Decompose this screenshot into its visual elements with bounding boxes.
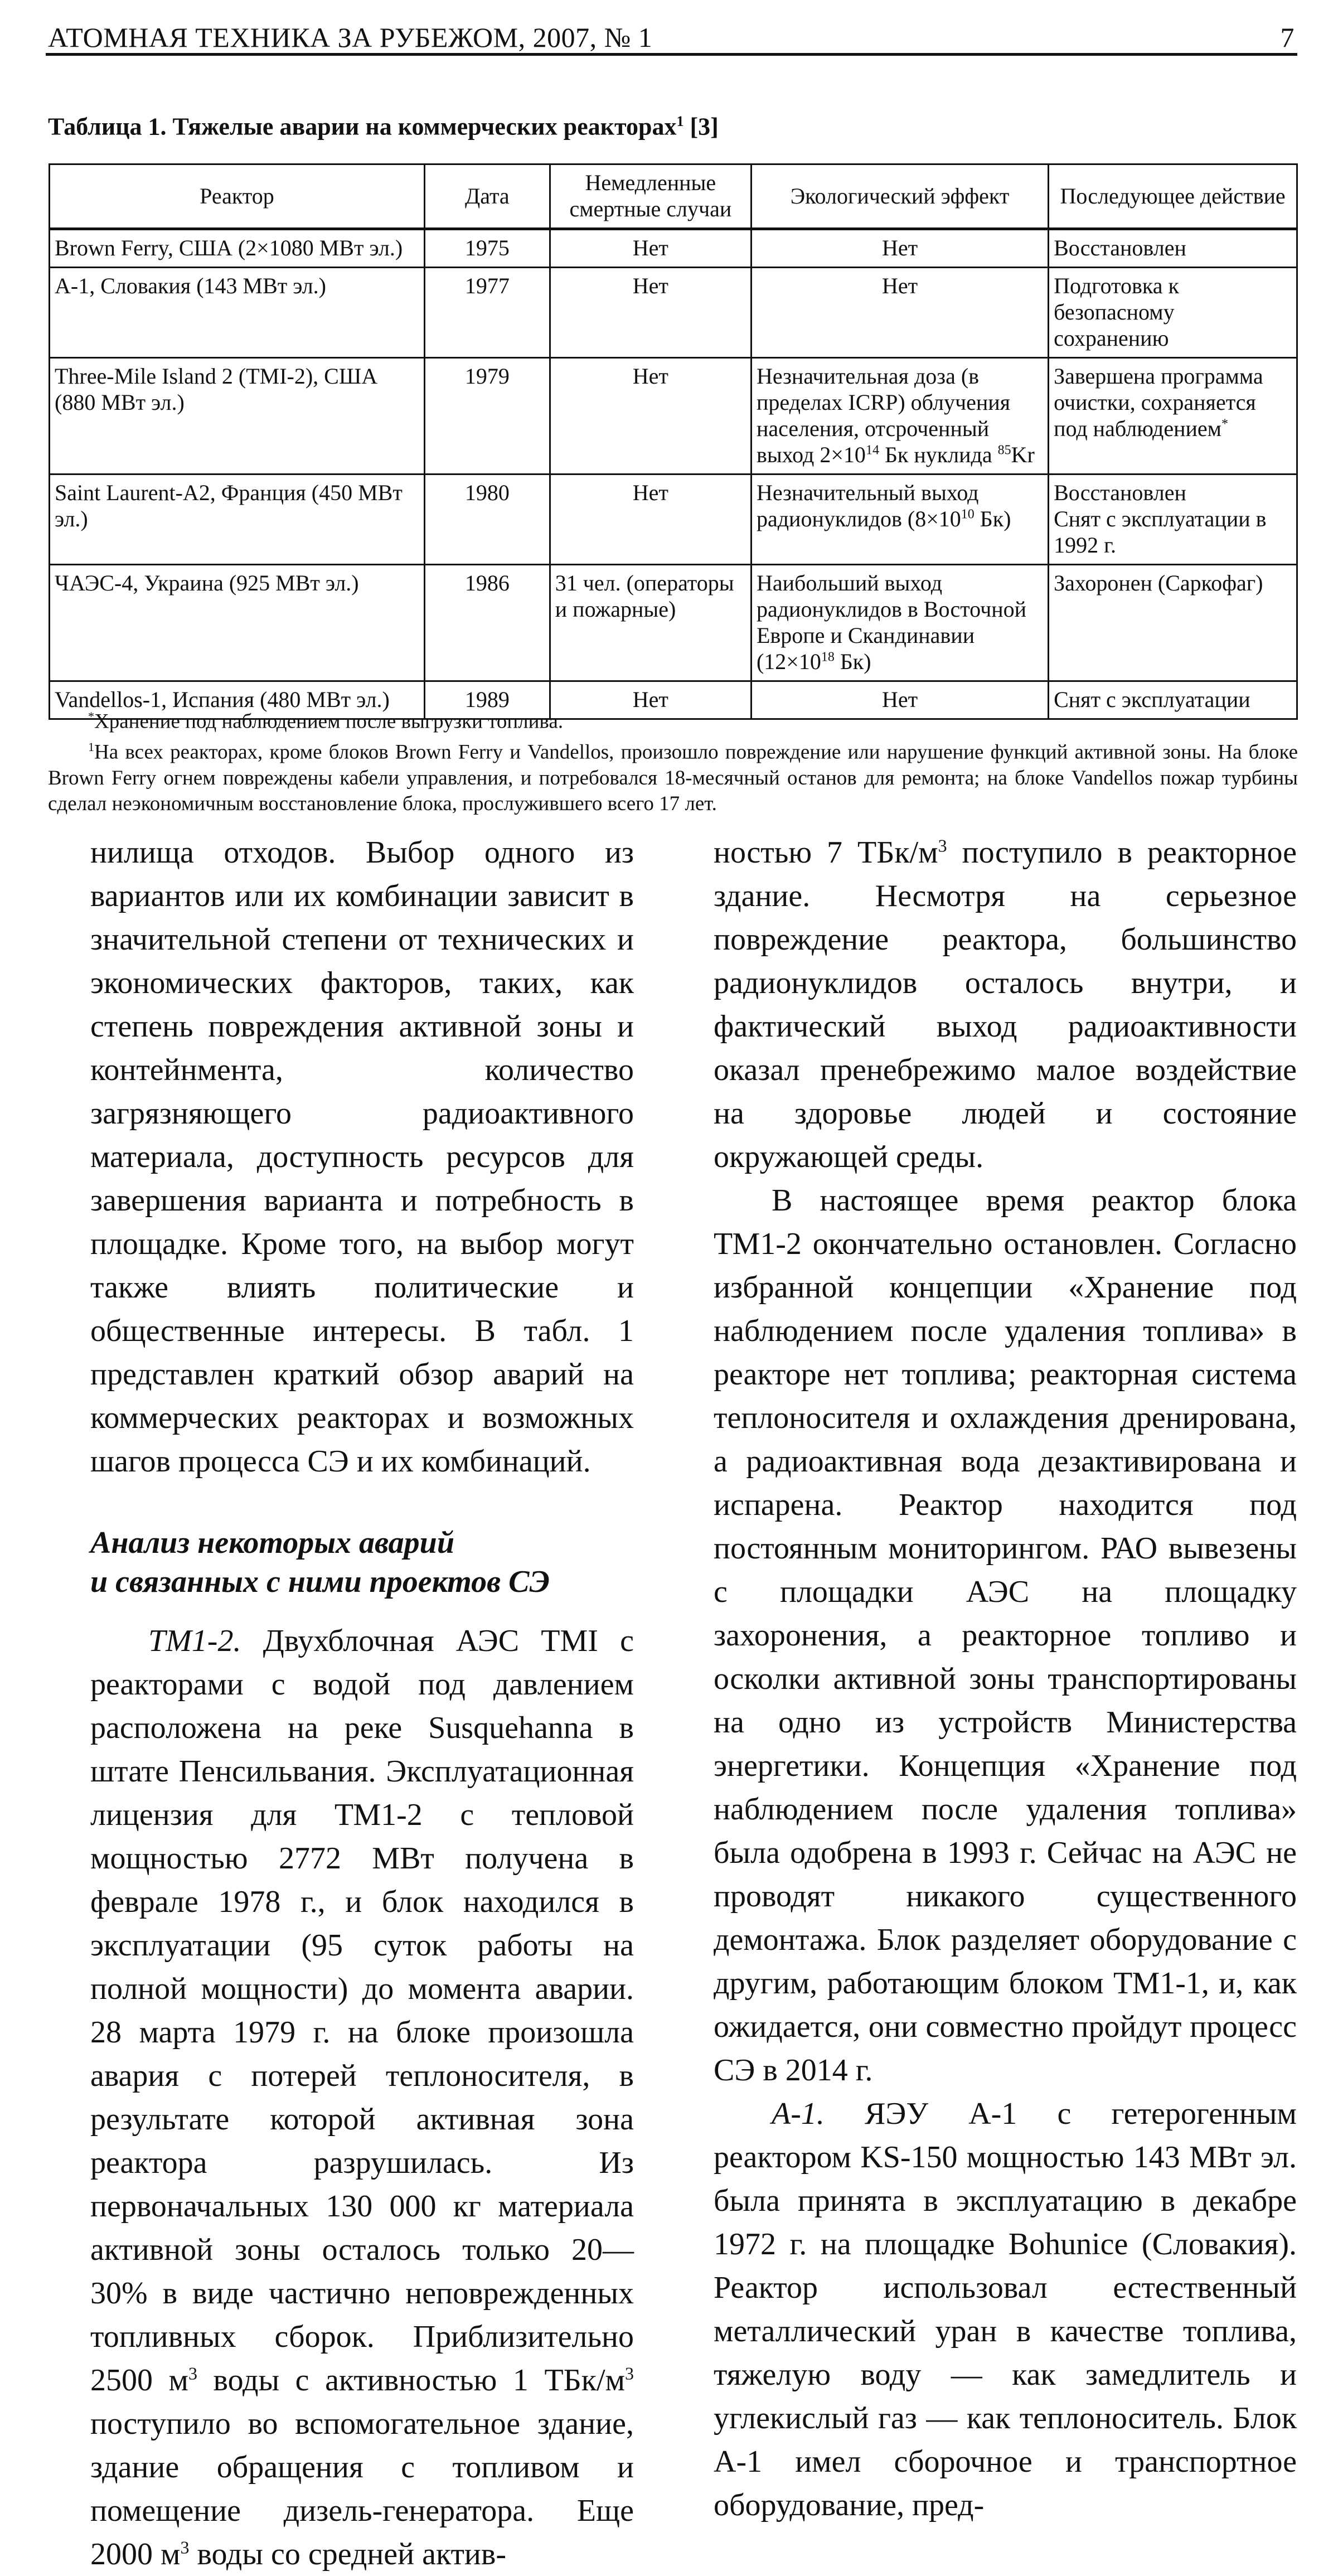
cell-eco: Нет: [751, 229, 1048, 268]
table-caption-footnote-mark: 1: [676, 113, 684, 129]
header-reactor: Реактор: [50, 164, 425, 229]
cell-date: 1989: [424, 681, 550, 719]
header-deaths-line1: Немедленные: [585, 170, 716, 195]
superscript-3: 3: [180, 2537, 190, 2558]
cell-reactor: ЧАЭС-4, Украина (925 МВт эл.): [50, 565, 425, 681]
cell-date: 1975: [424, 229, 550, 268]
header-deaths: [550, 164, 751, 229]
footnote-one-mark: 1: [88, 740, 94, 754]
cell-eco: Нет: [751, 681, 1048, 719]
action-line2: Снят с эксплуатации в 1992 г.: [1054, 506, 1267, 558]
eco-exponent: 14: [865, 443, 879, 458]
paragraph-tmi2: [90, 1619, 634, 2576]
section-heading-line1: Анализ некоторых аварий: [90, 1526, 454, 1560]
accidents-table: [49, 163, 1298, 720]
action-footnote-mark: *: [1221, 417, 1228, 432]
cell-deaths: Нет: [550, 268, 751, 358]
cell-deaths: Нет: [550, 681, 751, 719]
cell-date: 1977: [424, 268, 550, 358]
left-column: [90, 831, 634, 2576]
cell-reactor: Three-Mile Island 2 (TMI-2), США (880 МВт эл.): [50, 358, 425, 474]
cell-eco: [751, 565, 1048, 681]
cell-action: [1049, 474, 1297, 565]
cell-action: Захоронен (Саркофаг): [1049, 565, 1297, 681]
cell-eco: Нет: [751, 268, 1048, 358]
paragraph-continuation: [714, 831, 1297, 1179]
tmi2-text-2: воды с активностью 1 ТБк/м: [197, 2363, 626, 2398]
right-column: [714, 831, 1297, 2527]
cell-reactor: Brown Ferry, США (2×1080 МВт эл.): [50, 229, 425, 268]
table-caption-reference: [3]: [683, 113, 719, 141]
footnote-one-text: На всех реакторах, кроме блоков Brown Ferry и Vandellos, произошло повреждение или нарушение функций активной зоны. На блоке Brown Ferry огнем повреждены кабели управления, и потребовался 18-месячный останов для ремонта; на блоке Vandellos пожар турбины сделал неэкономичным восстановление блока, прослужившего всего 17 лет.: [48, 740, 1298, 815]
journal-title: АТОМНАЯ ТЕХНИКА ЗА РУБЕЖОМ, 2007, № 1: [48, 22, 653, 53]
cell-reactor: А-1, Словакия (143 МВт эл.): [50, 268, 425, 358]
eco-text-mid: Бк нуклида: [879, 442, 998, 467]
header-eco-effect: Экологический эффект: [751, 164, 1048, 229]
cell-reactor: Saint Laurent-A2, Франция (450 МВт эл.): [50, 474, 425, 565]
table-row: [50, 358, 1297, 474]
eco-exponent: 10: [961, 507, 975, 522]
eco-text-end: Бк): [974, 506, 1011, 531]
superscript-3: 3: [188, 2363, 197, 2384]
cell-deaths: Нет: [550, 358, 751, 474]
eco-text: Наибольший выход радионуклидов в Восточной Европе и Скандинавии (12×10: [756, 570, 1027, 674]
cell-action: Снят с эксплуатации: [1049, 681, 1297, 719]
continuation-text-2: поступило в реакторное здание. Несмотря на серьезное повреждение реактора, большинство радионуклидов осталось внутри, и фактический выход радиоактивности оказал пренебрежимо малое воздействие на здоровье людей и состояние окружающей среды.: [714, 835, 1297, 1174]
paragraph-a1: [714, 2092, 1297, 2527]
cell-eco: [751, 474, 1048, 565]
eco-text-end: Kr: [1011, 442, 1035, 467]
superscript-3: 3: [625, 2363, 634, 2384]
a1-text: ЯЭУ А-1 с гетерогенным реактором KS-150 мощностью 143 МВт эл. была принята в эксплуатацию в декабре 1972 г. на площадке Bohunice (Словакия). Реактор использовал естественный металлический уран в качестве топлива, тяжелую воду — как замедлитель и углекислый газ — как теплоноситель. Блок А-1 имел сборочное и транспортное оборудование, пред-: [714, 2096, 1297, 2522]
footnote-one: [48, 734, 1298, 816]
tmi2-text-4: воды со средней актив-: [189, 2537, 506, 2572]
cell-deaths: Нет: [550, 229, 751, 268]
header-deaths-line2: смертные случаи: [569, 196, 732, 221]
section-heading-line2: и связанных с ними проектов СЭ: [90, 1565, 550, 1599]
eco-text-end: Бк): [834, 649, 871, 674]
cell-date: 1980: [424, 474, 550, 565]
eco-isotope-mass: 85: [997, 443, 1011, 458]
cell-eco: [751, 358, 1048, 474]
table-caption-text: Таблица 1. Тяжелые аварии на коммерческих реакторах: [48, 113, 677, 141]
action-line1: Восстановлен: [1054, 480, 1186, 505]
eco-text: Незначительный выход радионуклидов (8×10: [756, 480, 979, 531]
cell-date: 1979: [424, 358, 550, 474]
action-text: Завершена программа очистки, сохраняется под наблюдением: [1054, 364, 1263, 441]
page-number: 7: [1280, 22, 1295, 53]
table-row: [50, 229, 1297, 268]
eco-text: Незначительная доза (в пределах ICRP) облучения населения, отсроченный выход 2×10: [756, 364, 1011, 467]
header-date: Дата: [424, 164, 550, 229]
cell-deaths: 31 чел. (операторы и пожарные): [550, 565, 751, 681]
running-head: [48, 21, 1295, 54]
header-rule: [46, 53, 1297, 56]
footnote-star-mark: *: [88, 709, 94, 723]
table-header-row: [50, 164, 1297, 229]
superscript-3: 3: [938, 835, 947, 856]
cell-reactor: Vandellos-1, Испания (480 МВт эл.): [50, 681, 425, 719]
cell-action: Подготовка к безопасному сохранению: [1049, 268, 1297, 358]
paragraph-tmi2-status: В настоящее время реактор блока ТМ1-2 окончательно остановлен. Согласно избранной концепции «Хранение под наблюдением после удаления топлива» в реакторе нет топлива; реакторная система теплоносителя и охлаждения дренирована, а радиоактивная вода дезактивирована и испарена. Реактор находится под постоянным мониторингом. РАО вывезены с площадки АЭС на площадку захоронения, а реакторное топливо и осколки активной зоны транспортированы на одно из устройств Министерства энергетики. Концепция «Хранение под наблюдением после удаления топлива» была одобрена в 1993 г. Сейчас на АЭС не проводят никакого существенного демонтажа. Блок разделяет оборудование с другим, работающим блоком ТМ1-1, и, как ожидается, они совместно пройдут процесс СЭ в 2014 г.: [714, 1183, 1297, 2088]
cell-action: Восстановлен: [1049, 229, 1297, 268]
table-row: [50, 268, 1297, 358]
table-footnotes: [48, 704, 1298, 817]
tmi2-text-1: Двухблочная АЭС TMI с реакторами с водой под давлением расположена на реке Susquehanna в штате Пенсильвания. Эксплуатационная лицензия для ТМ1-2 с тепловой мощностью 2772 МВт получена в феврале 1978 г., и блок находился в эксплуатации (95 суток работы на полной мощности) до момента аварии. 28 марта 1979 г. на блоке произошла авария с потерей теплоносителя, в результате которой активная зона реактора разрушилась. Из первоначальных 130 000 кг материала активной зоны осталось только 20—30% в виде частично неповрежденных топливных сборок. Приблизительно 2500 м: [90, 1624, 634, 2398]
table-caption: [48, 107, 719, 142]
table-row: [50, 565, 1297, 681]
tmi2-text-3: поступило во вспомогательное здание, здание обращения с топливом и помещение дизель-генератора. Еще 2000 м: [90, 2406, 634, 2572]
continuation-text-1: ностью 7 ТБк/м: [714, 835, 938, 870]
footnote-star: [48, 704, 1298, 734]
header-action: Последующее действие: [1049, 164, 1297, 229]
eco-exponent: 18: [821, 650, 835, 665]
table-row: [50, 474, 1297, 565]
cell-date: 1986: [424, 565, 550, 681]
a1-lead: А-1.: [772, 2096, 825, 2131]
section-heading: [90, 1523, 634, 1601]
paragraph-options: нилища отходов. Выбор одного из вариантов или их комбинации зависит в значительной степени от технических и экономических факторов, таких, как степень повреждения активной зоны и контейнмента, количество загрязняющего радиоактивного материала, доступность ресурсов для завершения варианта и потребность в площадке. Кроме того, на выбор могут также влиять политические и общественные интересы. В табл. 1 представлен краткий обзор аварий на коммерческих реакторах и возможных шагов процесса СЭ и их комбинаций.: [90, 835, 634, 1479]
footnote-star-text: Хранение под наблюдением после выгрузки топлива.: [94, 710, 564, 733]
tmi2-lead: ТМ1-2.: [148, 1624, 241, 1658]
cell-deaths: Нет: [550, 474, 751, 565]
cell-action: [1049, 358, 1297, 474]
